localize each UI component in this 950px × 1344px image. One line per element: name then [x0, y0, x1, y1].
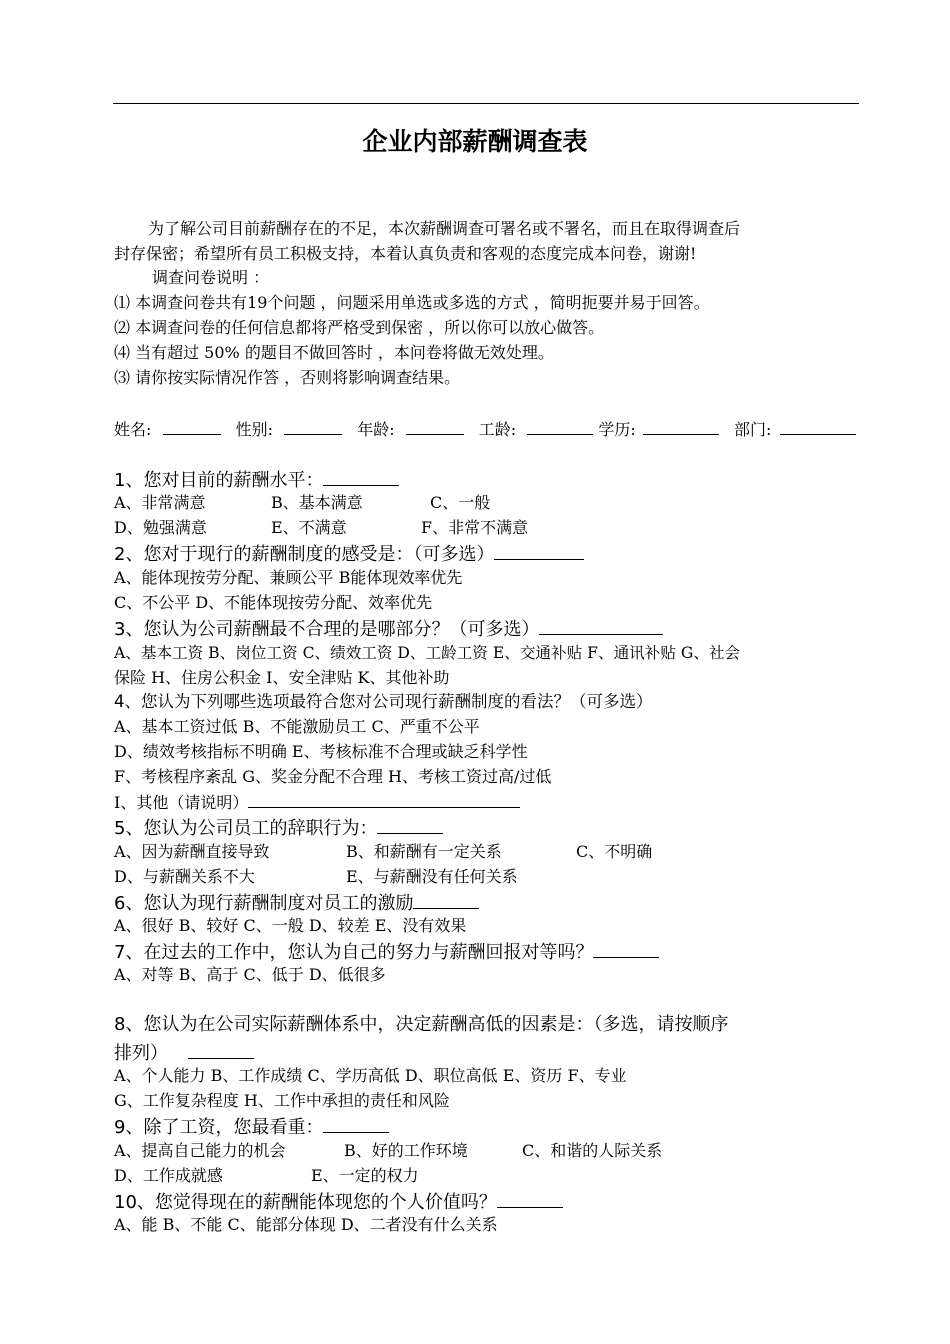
question-4: 4、您认为下列哪些选项最符合您对公司现行薪酬制度的看法？（可多选） [114, 692, 653, 711]
question-4-options-row-1[interactable]: A、基本工资过低 B、不能激励员工 C、严重不公平 [114, 717, 480, 736]
answer-blank-1[interactable] [323, 467, 399, 486]
question-5-text: 5、您认为公司员工的辞职行为： [114, 818, 378, 839]
gender-field[interactable] [284, 418, 342, 435]
gender-label: 性别: [235, 420, 273, 439]
other-explanation-field[interactable] [248, 791, 520, 808]
department-field[interactable] [780, 418, 856, 435]
answer-blank-7[interactable] [593, 939, 659, 958]
option-9c[interactable]: C、和谐的人际关系 [522, 1141, 663, 1160]
question-3-text: 3、您认为公司薪酬最不合理的是哪部分？（可多选） [114, 619, 540, 640]
question-1-options-row-2 [114, 517, 528, 539]
age-label: 年龄: [357, 420, 395, 439]
answer-blank-8[interactable] [188, 1040, 254, 1059]
question-2 [114, 541, 584, 566]
name-field[interactable] [163, 418, 221, 435]
question-4-options-row-2[interactable]: D、绩效考核指标不明确 E、考核标准不合理或缺乏科学性 [114, 742, 528, 761]
seniority-field[interactable] [527, 418, 593, 435]
seniority-label: 工龄: [478, 420, 517, 439]
question-10 [114, 1189, 563, 1214]
question-6-text: 6、您认为现行薪酬制度对员工的激励 [114, 893, 414, 914]
question-1-text: 1、您对目前的薪酬水平： [114, 470, 324, 491]
option-1d[interactable]: D、勉强满意 [114, 518, 207, 537]
answer-blank-3[interactable] [539, 616, 663, 635]
option-1c[interactable]: C、一般 [430, 493, 491, 512]
question-7-text: 7、在过去的工作中，您认为自己的努力与薪酬回报对等吗？ [114, 942, 594, 963]
question-2-text: 2、您对于现行的薪酬制度的感受是：（可多选） [114, 544, 495, 565]
instruction-item: ⑶ 请你按实际情况作答 ，否则将影响调查结果。 [114, 368, 461, 387]
question-3 [114, 616, 663, 641]
instruction-item: ⑷ 当有超过 50% 的题目不做回答时 ，本问卷将做无效处理。 [114, 343, 554, 362]
answer-blank-5[interactable] [377, 815, 443, 834]
question-9-text: 9、除了工资，您最看重： [114, 1117, 324, 1138]
education-field[interactable] [643, 418, 719, 435]
option-5e[interactable]: E、与薪酬没有任何关系 [346, 867, 518, 886]
option-4i[interactable]: I、其他（请说明） [114, 793, 249, 812]
question-8-line-2 [114, 1040, 254, 1065]
question-3-options-row-1[interactable]: A、基本工资 B、岗位工资 C、绩效工资 D、工龄工资 E、交通补贴 F、通讯补贴 G、社会 [114, 644, 741, 662]
answer-blank-9[interactable] [323, 1114, 389, 1133]
question-10-options[interactable]: A、能 B、不能 C、能部分体现 D、二者没有什么关系 [114, 1215, 498, 1234]
option-5c[interactable]: C、不明确 [576, 842, 653, 861]
question-7 [114, 939, 659, 964]
instruction-item: ⑴ 本调查问卷共有19个问题 ，问题采用单选或多选的方式 ，简明扼要并易于回答。 [114, 293, 710, 312]
age-field[interactable] [406, 418, 464, 435]
question-4-options-row-4 [114, 791, 520, 814]
option-1e[interactable]: E、不满意 [271, 518, 347, 537]
question-4-options-row-3[interactable]: F、考核程序紊乱 G、奖金分配不合理 H、考核工资过高/过低 [114, 767, 552, 786]
personal-info-row [114, 418, 856, 441]
answer-blank-2[interactable] [494, 541, 584, 560]
header-rule [113, 103, 859, 104]
question-5 [114, 815, 443, 840]
question-7-options[interactable]: A、对等 B、高于 C、低于 D、低很多 [114, 965, 386, 984]
option-9d[interactable]: D、工作成就感 [114, 1166, 223, 1185]
instruction-item: ⑵ 本调查问卷的任何信息都将严格受到保密 ，所以你可以放心做答。 [114, 318, 605, 337]
answer-blank-10[interactable] [497, 1189, 563, 1208]
option-9b[interactable]: B、好的工作环境 [344, 1141, 468, 1160]
question-9 [114, 1114, 389, 1139]
question-5-options-row-1 [114, 841, 652, 863]
question-5-options-row-2 [114, 866, 518, 888]
answer-blank-6[interactable] [413, 890, 479, 909]
question-2-options-row-1[interactable]: A、能体现按劳分配、兼顾公平 B能体现效率优先 [114, 568, 463, 587]
question-8-options-row-1[interactable]: A、个人能力 B、工作成绩 C、学历高低 D、职位高低 E、资历 F、专业 [114, 1066, 627, 1085]
question-9-options-row-2 [114, 1165, 419, 1187]
option-1a[interactable]: A、非常满意 [114, 493, 206, 512]
question-6-options[interactable]: A、很好 B、较好 C、一般 D、较差 E、没有效果 [114, 916, 467, 935]
option-5d[interactable]: D、与薪酬关系不大 [114, 867, 255, 886]
question-1-options-row-1 [114, 492, 490, 514]
instructions-label: 调查问卷说明 ： [152, 268, 270, 287]
name-label: 姓名: [114, 420, 152, 439]
question-3-options-row-2[interactable]: 保险 H、住房公积金 I、安全津贴 K、其他补助 [114, 668, 450, 687]
department-label: 部门: [733, 420, 772, 439]
question-10-text: 10、您觉得现在的薪酬能体现您的个人价值吗？ [114, 1192, 497, 1213]
question-8-options-row-2[interactable]: G、工作复杂程度 H、工作中承担的责任和风险 [114, 1091, 450, 1110]
intro-line-2: 封存保密；希望所有员工积极支持，本着认真负责和客观的态度完成本问卷，谢谢! [114, 244, 697, 263]
question-6 [114, 890, 479, 915]
intro-line-1: 为了解公司目前薪酬存在的不足，本次薪酬调查可署名或不署名，而且在取得调查后 [148, 219, 741, 238]
option-1f[interactable]: F、非常不满意 [421, 518, 529, 537]
option-9e[interactable]: E、一定的权力 [311, 1166, 419, 1185]
option-5a[interactable]: A、因为薪酬直接导致 [114, 842, 270, 861]
question-1 [114, 467, 399, 492]
question-8-text: 排列） [114, 1043, 168, 1064]
page-title: 企业内部薪酬调查表 [362, 127, 588, 156]
option-5b[interactable]: B、和薪酬有一定关系 [346, 842, 502, 861]
question-8-line-1: 8、您认为在公司实际薪酬体系中，决定薪酬高低的因素是：（多选，请按顺序 [114, 1014, 729, 1035]
option-1b[interactable]: B、基本满意 [271, 493, 363, 512]
question-2-options-row-2[interactable]: C、不公平 D、不能体现按劳分配、效率优先 [114, 593, 433, 612]
education-label: 学历: [598, 420, 636, 439]
option-9a[interactable]: A、提高自己能力的机会 [114, 1141, 286, 1160]
question-9-options-row-1 [114, 1140, 662, 1162]
